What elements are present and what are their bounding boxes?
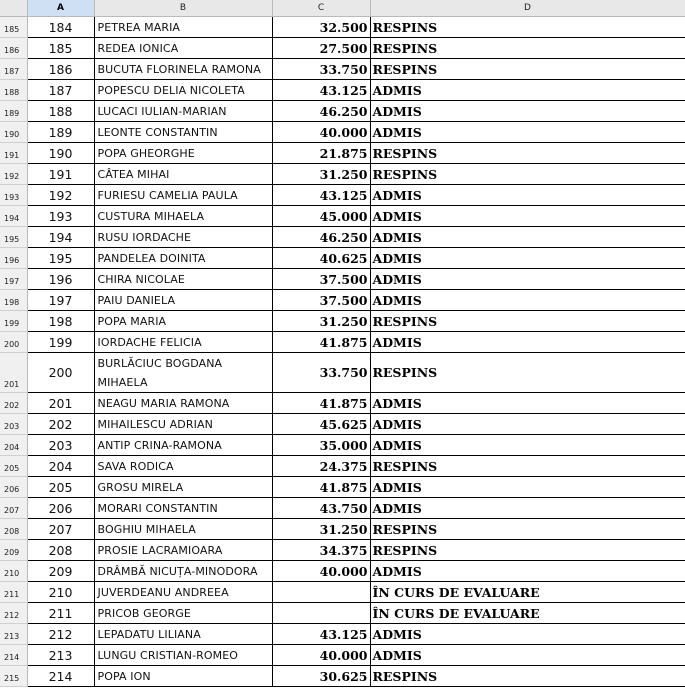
cell-name[interactable]: PROSIE LACRAMIOARA	[94, 540, 272, 561]
row-header[interactable]: 200	[0, 332, 27, 353]
row-header[interactable]: 198	[0, 290, 27, 311]
row-header[interactable]: 192	[0, 164, 27, 185]
row-header[interactable]: 201	[0, 353, 27, 393]
cell-result[interactable]: RESPINS	[370, 311, 685, 332]
column-header-a[interactable]: A	[27, 0, 94, 17]
row-header[interactable]: 193	[0, 185, 27, 206]
cell-result[interactable]: RESPINS	[370, 456, 685, 477]
cell-score[interactable]: 40.000	[272, 122, 370, 143]
table-row	[0, 101, 685, 122]
cell-score[interactable]: 33.750	[272, 59, 370, 80]
cell-number[interactable]: 193	[27, 206, 94, 227]
cell-result[interactable]: ÎN CURS DE EVALUARE	[370, 582, 685, 603]
cell-result[interactable]: ADMIS	[370, 435, 685, 456]
table-row	[0, 624, 685, 645]
row-header[interactable]: 208	[0, 519, 27, 540]
cell-score[interactable]: 31.250	[272, 164, 370, 185]
cell-number[interactable]: 203	[27, 435, 94, 456]
cell-result[interactable]: ADMIS	[370, 185, 685, 206]
row-header[interactable]: 203	[0, 414, 27, 435]
table-row	[0, 645, 685, 666]
table-row	[0, 269, 685, 290]
cell-name[interactable]: FURIESU CAMELIA PAULA	[94, 185, 272, 206]
cell-name[interactable]: PETREA MARIA	[94, 17, 272, 38]
cell-score[interactable]	[272, 582, 370, 603]
cell-result[interactable]: ADMIS	[370, 227, 685, 248]
table-row	[0, 38, 685, 59]
cell-name[interactable]: POPA ION	[94, 666, 272, 687]
cell-number[interactable]: 195	[27, 248, 94, 269]
row-header[interactable]: 211	[0, 582, 27, 603]
cell-score[interactable]: 45.000	[272, 206, 370, 227]
cell-result[interactable]: ADMIS	[370, 101, 685, 122]
cell-name[interactable]: LEPADATU LILIANA	[94, 624, 272, 645]
cell-score[interactable]: 43.125	[272, 624, 370, 645]
cell-name[interactable]: SAVA RODICA	[94, 456, 272, 477]
table-row	[0, 582, 685, 603]
cell-score[interactable]	[272, 603, 370, 624]
cell-score[interactable]: 30.625	[272, 666, 370, 687]
cell-result[interactable]: ADMIS	[370, 624, 685, 645]
cell-name[interactable]: LUCACI IULIAN-MARIAN	[94, 101, 272, 122]
cell-number[interactable]: 199	[27, 332, 94, 353]
cell-name[interactable]: BOGHIU MIHAELA	[94, 519, 272, 540]
table-row	[0, 393, 685, 414]
cell-name[interactable]: BURLĂCIUC BOGDANA MIHAELA	[94, 353, 272, 393]
cell-number[interactable]: 197	[27, 290, 94, 311]
cell-number[interactable]: 214	[27, 666, 94, 687]
table-row	[0, 561, 685, 582]
cell-result[interactable]: RESPINS	[370, 143, 685, 164]
cell-result[interactable]: RESPINS	[370, 519, 685, 540]
cell-result[interactable]: RESPINS	[370, 59, 685, 80]
cell-name[interactable]: LEONTE CONSTANTIN	[94, 122, 272, 143]
table-row	[0, 332, 685, 353]
cell-score[interactable]: 32.500	[272, 17, 370, 38]
cell-name[interactable]: CUSTURA MIHAELA	[94, 206, 272, 227]
cell-score[interactable]: 34.375	[272, 540, 370, 561]
cell-score[interactable]: 40.000	[272, 561, 370, 582]
cell-number[interactable]: 184	[27, 17, 94, 38]
cell-result[interactable]: ADMIS	[370, 332, 685, 353]
column-header-b[interactable]: B	[94, 0, 272, 17]
row-header[interactable]: 210	[0, 561, 27, 582]
cell-number[interactable]: 194	[27, 227, 94, 248]
row-header[interactable]: 186	[0, 38, 27, 59]
cell-number[interactable]: 191	[27, 164, 94, 185]
row-header[interactable]: 212	[0, 603, 27, 624]
cell-result[interactable]: RESPINS	[370, 353, 685, 393]
cell-result[interactable]: RESPINS	[370, 17, 685, 38]
row-header[interactable]: 187	[0, 59, 27, 80]
cell-result[interactable]: ADMIS	[370, 290, 685, 311]
table-row	[0, 59, 685, 80]
cell-number[interactable]: 204	[27, 456, 94, 477]
table-row	[0, 185, 685, 206]
cell-score[interactable]: 46.250	[272, 227, 370, 248]
row-header[interactable]: 202	[0, 393, 27, 414]
cell-name[interactable]: CÂTEA MIHAI	[94, 164, 272, 185]
cell-score[interactable]: 41.875	[272, 332, 370, 353]
table-row	[0, 143, 685, 164]
cell-result[interactable]: ADMIS	[370, 561, 685, 582]
cell-name[interactable]: POPA MARIA	[94, 311, 272, 332]
table-row	[0, 227, 685, 248]
cell-number[interactable]: 206	[27, 498, 94, 519]
cell-name[interactable]: LUNGU CRISTIAN-ROMEO	[94, 645, 272, 666]
cell-name[interactable]: GROSU MIRELA	[94, 477, 272, 498]
table-row	[0, 248, 685, 269]
cell-name[interactable]: REDEA IONICA	[94, 38, 272, 59]
cell-number[interactable]: 196	[27, 269, 94, 290]
row-header[interactable]: 195	[0, 227, 27, 248]
row-header[interactable]: 215	[0, 666, 27, 687]
row-header[interactable]: 204	[0, 435, 27, 456]
cell-name[interactable]: POPESCU DELIA NICOLETA	[94, 80, 272, 101]
cell-number[interactable]: 185	[27, 38, 94, 59]
table-row	[0, 122, 685, 143]
cell-score[interactable]: 24.375	[272, 456, 370, 477]
column-header-d[interactable]: D	[370, 0, 685, 17]
cell-number[interactable]: 210	[27, 582, 94, 603]
table-row	[0, 80, 685, 101]
cell-score[interactable]: 35.000	[272, 435, 370, 456]
table-row	[0, 519, 685, 540]
cell-number[interactable]: 198	[27, 311, 94, 332]
cell-score[interactable]: 45.625	[272, 414, 370, 435]
cell-result[interactable]: ADMIS	[370, 206, 685, 227]
row-header[interactable]: 185	[0, 17, 27, 38]
cell-number[interactable]: 213	[27, 645, 94, 666]
cell-number[interactable]: 209	[27, 561, 94, 582]
cell-number[interactable]: 211	[27, 603, 94, 624]
cell-result[interactable]: ADMIS	[370, 414, 685, 435]
cell-number[interactable]: 200	[27, 353, 94, 393]
table-row	[0, 206, 685, 227]
cell-score[interactable]: 37.500	[272, 269, 370, 290]
column-header-c[interactable]: C	[272, 0, 370, 17]
select-all-corner[interactable]	[0, 0, 27, 17]
cell-number[interactable]: 188	[27, 101, 94, 122]
cell-number[interactable]: 190	[27, 143, 94, 164]
table-row	[0, 540, 685, 561]
cell-number[interactable]: 202	[27, 414, 94, 435]
cell-score[interactable]: 33.750	[272, 353, 370, 393]
cell-score[interactable]: 41.875	[272, 477, 370, 498]
row-header[interactable]: 214	[0, 645, 27, 666]
row-header[interactable]: 207	[0, 498, 27, 519]
table-row	[0, 311, 685, 332]
row-header[interactable]: 188	[0, 80, 27, 101]
cell-name[interactable]: BUCUTA FLORINELA RAMONA	[94, 59, 272, 80]
cell-score[interactable]: 43.750	[272, 498, 370, 519]
table-row	[0, 435, 685, 456]
cell-score[interactable]: 43.125	[272, 80, 370, 101]
cell-number[interactable]: 189	[27, 122, 94, 143]
cell-number[interactable]: 186	[27, 59, 94, 80]
cell-name[interactable]: RUSU IORDACHE	[94, 227, 272, 248]
cell-score[interactable]: 31.250	[272, 519, 370, 540]
cell-result[interactable]: RESPINS	[370, 540, 685, 561]
cell-name[interactable]: PANDELEA DOINITA	[94, 248, 272, 269]
cell-score[interactable]: 27.500	[272, 38, 370, 59]
row-header[interactable]: 194	[0, 206, 27, 227]
row-header[interactable]: 189	[0, 101, 27, 122]
cell-name[interactable]: MIHAILESCU ADRIAN	[94, 414, 272, 435]
cell-result[interactable]: ADMIS	[370, 645, 685, 666]
cell-name[interactable]: JUVERDEANU ANDREEA	[94, 582, 272, 603]
table-row	[0, 353, 685, 393]
cell-result[interactable]: ADMIS	[370, 80, 685, 101]
row-header[interactable]: 209	[0, 540, 27, 561]
cell-result[interactable]: ADMIS	[370, 122, 685, 143]
cell-name[interactable]: MORARI CONSTANTIN	[94, 498, 272, 519]
cell-number[interactable]: 201	[27, 393, 94, 414]
row-header[interactable]: 196	[0, 248, 27, 269]
table-row	[0, 164, 685, 185]
table-row	[0, 666, 685, 687]
cell-score[interactable]: 21.875	[272, 143, 370, 164]
cell-name[interactable]: PRICOB GEORGE	[94, 603, 272, 624]
cell-result[interactable]: ADMIS	[370, 269, 685, 290]
cell-result[interactable]: ADMIS	[370, 498, 685, 519]
cell-score[interactable]: 31.250	[272, 311, 370, 332]
row-header[interactable]: 190	[0, 122, 27, 143]
table-row	[0, 603, 685, 624]
cell-name[interactable]: CHIRA NICOLAE	[94, 269, 272, 290]
table-row	[0, 498, 685, 519]
table-row	[0, 477, 685, 498]
row-header[interactable]: 206	[0, 477, 27, 498]
table-row	[0, 414, 685, 435]
cell-score[interactable]: 37.500	[272, 290, 370, 311]
cell-result[interactable]: ÎN CURS DE EVALUARE	[370, 603, 685, 624]
row-header[interactable]: 199	[0, 311, 27, 332]
row-header[interactable]: 213	[0, 624, 27, 645]
cell-name[interactable]: POPA GHEORGHE	[94, 143, 272, 164]
cell-number[interactable]: 187	[27, 80, 94, 101]
cell-result[interactable]: RESPINS	[370, 164, 685, 185]
cell-name[interactable]: PAIU DANIELA	[94, 290, 272, 311]
cell-name[interactable]: ANTIP CRINA-RAMONA	[94, 435, 272, 456]
cell-score[interactable]: 40.625	[272, 248, 370, 269]
cell-result[interactable]: ADMIS	[370, 393, 685, 414]
cell-number[interactable]: 207	[27, 519, 94, 540]
cell-result[interactable]: RESPINS	[370, 666, 685, 687]
cell-result[interactable]: ADMIS	[370, 248, 685, 269]
cell-number[interactable]: 208	[27, 540, 94, 561]
row-header[interactable]: 197	[0, 269, 27, 290]
cell-name[interactable]: NEAGU MARIA RAMONA	[94, 393, 272, 414]
cell-name[interactable]: DRÂMBĂ NICUȚA-MINODORA	[94, 561, 272, 582]
cell-number[interactable]: 212	[27, 624, 94, 645]
table-row	[0, 290, 685, 311]
cell-number[interactable]: 205	[27, 477, 94, 498]
row-header[interactable]: 191	[0, 143, 27, 164]
table-row	[0, 456, 685, 477]
cell-number[interactable]: 192	[27, 185, 94, 206]
cell-score[interactable]: 41.875	[272, 393, 370, 414]
cell-score[interactable]: 46.250	[272, 101, 370, 122]
table-row	[0, 17, 685, 38]
cell-result[interactable]: RESPINS	[370, 38, 685, 59]
cell-score[interactable]: 40.000	[272, 645, 370, 666]
row-header[interactable]: 205	[0, 456, 27, 477]
cell-result[interactable]: ADMIS	[370, 477, 685, 498]
cell-name[interactable]: IORDACHE FELICIA	[94, 332, 272, 353]
cell-score[interactable]: 43.125	[272, 185, 370, 206]
